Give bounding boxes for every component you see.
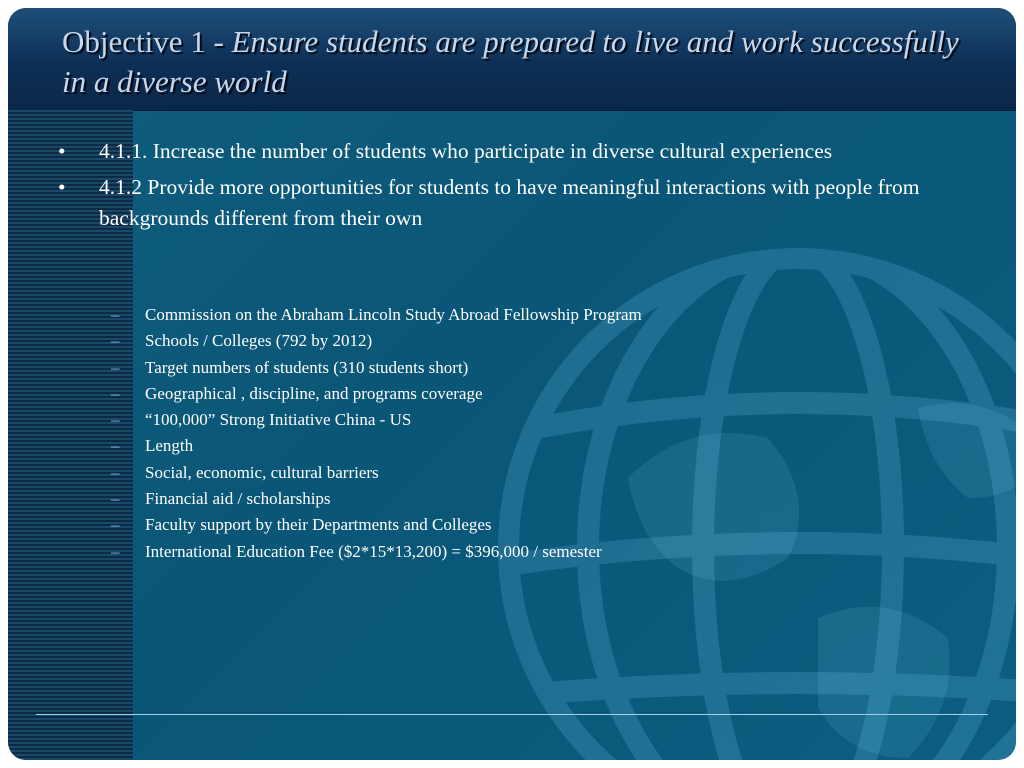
sub-bullet-text: Social, economic, cultural barriers: [145, 462, 379, 482]
sub-bullet-text: Geographical , discipline, and programs coverage: [145, 383, 483, 403]
sub-bullet-dash: –: [111, 541, 120, 561]
slide-frame: [8, 8, 1016, 760]
sub-bullet-text: Target numbers of students (310 students short): [145, 357, 469, 377]
slide-title: [62, 22, 962, 102]
sub-bullet-dash: –: [111, 436, 120, 456]
bullet-item: [58, 136, 958, 167]
sub-bullet-dash: –: [111, 383, 120, 403]
sub-bullet-text: Financial aid / scholarships: [145, 489, 331, 509]
sub-bullet-item: [111, 460, 911, 486]
bullet-dot: •: [58, 139, 66, 163]
bullet-text: 4.1.1. Increase the number of students who participate in diverse cultural experiences: [99, 139, 833, 163]
bullet-dot: •: [58, 175, 66, 199]
bullet-item: [58, 172, 958, 234]
sub-bullet-text: Length: [145, 436, 194, 456]
bullet-text: 4.1.2 Provide more opportunities for students to have meaningful interactions with people from backgrounds different from their own: [99, 175, 920, 230]
sub-bullet-text: Commission on the Abraham Lincoln Study Abroad Fellowship Program: [145, 305, 642, 324]
sub-bullet-text: International Education Fee ($2*15*13,200) = $396,000 / semester: [145, 541, 602, 561]
sub-bullet-item: [111, 381, 911, 407]
title-italic: Ensure students are prepared to live and work successfully in a diverse world: [62, 24, 959, 99]
sub-bullet-text: Faculty support by their Departments and Colleges: [145, 515, 492, 535]
title-prefix: Objective 1 -: [62, 24, 232, 59]
sub-bullet-dash: –: [111, 357, 120, 377]
bullet-list: [58, 136, 958, 239]
sub-bullet-item: [111, 302, 911, 328]
slide-content: [8, 8, 1016, 760]
sub-bullet-dash: –: [111, 462, 120, 482]
sub-bullet-dash: –: [111, 489, 120, 509]
sub-bullet-item: [111, 512, 911, 538]
bottom-divider: [36, 714, 988, 715]
sub-bullet-text: “100,000” Strong Initiative China - US: [145, 410, 412, 430]
sub-bullet-dash: –: [111, 410, 120, 430]
sub-bullet-text: Schools / Colleges (792 by 2012): [145, 331, 373, 351]
sub-bullet-dash: –: [111, 305, 120, 324]
sub-bullet-list: [111, 302, 911, 565]
sub-bullet-item: [111, 407, 911, 433]
sub-bullet-dash: –: [111, 515, 120, 535]
sub-bullet-dash: –: [111, 331, 120, 351]
sub-bullet-item: [111, 486, 911, 512]
sub-bullet-item: [111, 355, 911, 381]
sub-bullet-item: [111, 433, 911, 459]
sub-bullet-item: [111, 328, 911, 354]
sub-bullet-item: [111, 539, 911, 565]
